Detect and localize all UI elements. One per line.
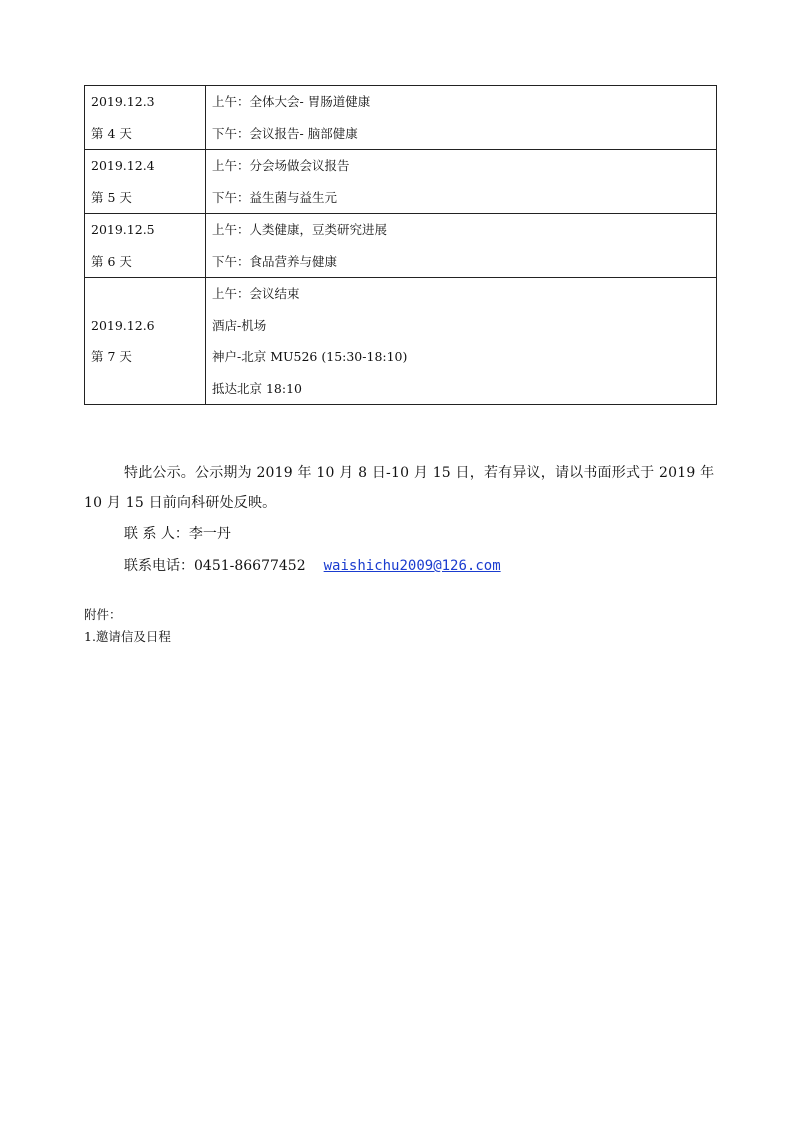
attachments-label: 附件： xyxy=(84,607,122,622)
table-row xyxy=(85,86,717,150)
agenda-item: 酒店-机场 xyxy=(212,317,267,333)
notice-section xyxy=(84,458,724,582)
agenda-item: 上午：人类健康，豆类研究进展 xyxy=(212,222,388,237)
agenda-item: 下午：会议报告- 脑部健康 xyxy=(212,125,358,141)
day-text: 第 5 天 xyxy=(91,189,132,205)
agenda-item: 抵达北京 18:10 xyxy=(212,380,302,396)
table-row xyxy=(85,214,717,278)
agenda-item: 神户-北京 MU526 (15:30-18:10) xyxy=(212,349,408,364)
agenda-cell xyxy=(206,278,717,405)
date-cell xyxy=(85,86,206,150)
contact-name: 李一丹 xyxy=(188,526,231,542)
date-text: 2019.12.3 xyxy=(91,94,155,109)
contact-label: 联 系 人： xyxy=(124,526,189,542)
date-cell xyxy=(85,278,206,405)
date-text: 2019.12.6 xyxy=(91,317,155,333)
phone-number: 0451-86677452 xyxy=(194,558,306,574)
agenda-item: 上午：分会场做会议报告 xyxy=(212,158,350,173)
contact-phone-row xyxy=(84,550,724,582)
email-link[interactable]: waishichu2009@126.com xyxy=(323,558,501,574)
agenda-item: 上午：全体大会- 胃肠道健康 xyxy=(212,94,371,109)
schedule-table xyxy=(84,85,717,405)
date-cell xyxy=(85,214,206,278)
attachment-item: 1.邀请信及日程 xyxy=(84,629,171,644)
day-text: 第 4 天 xyxy=(91,125,132,141)
day-text: 第 7 天 xyxy=(91,349,132,364)
agenda-cell xyxy=(206,150,717,214)
table-row xyxy=(85,278,717,405)
phone-label: 联系电话： xyxy=(124,558,194,574)
date-cell xyxy=(85,150,206,214)
date-text: 2019.12.4 xyxy=(91,158,155,173)
agenda-cell xyxy=(206,214,717,278)
contact-person-row xyxy=(84,518,724,550)
table-row xyxy=(85,150,717,214)
day-text: 第 6 天 xyxy=(91,253,132,269)
attachments-section xyxy=(84,604,171,648)
agenda-item: 下午：益生菌与益生元 xyxy=(212,189,338,205)
notice-paragraph: 特此公示。公示期为 2019 年 10 月 8 日-10 月 15 日，若有异议，请以书面形式于 2019 年 10 月 15 日前向科研处反映。 xyxy=(84,465,715,511)
date-text: 2019.12.5 xyxy=(91,222,155,237)
agenda-item: 下午：食品营养与健康 xyxy=(212,253,338,269)
agenda-item: 上午：会议结束 xyxy=(212,286,300,301)
agenda-cell xyxy=(206,86,717,150)
